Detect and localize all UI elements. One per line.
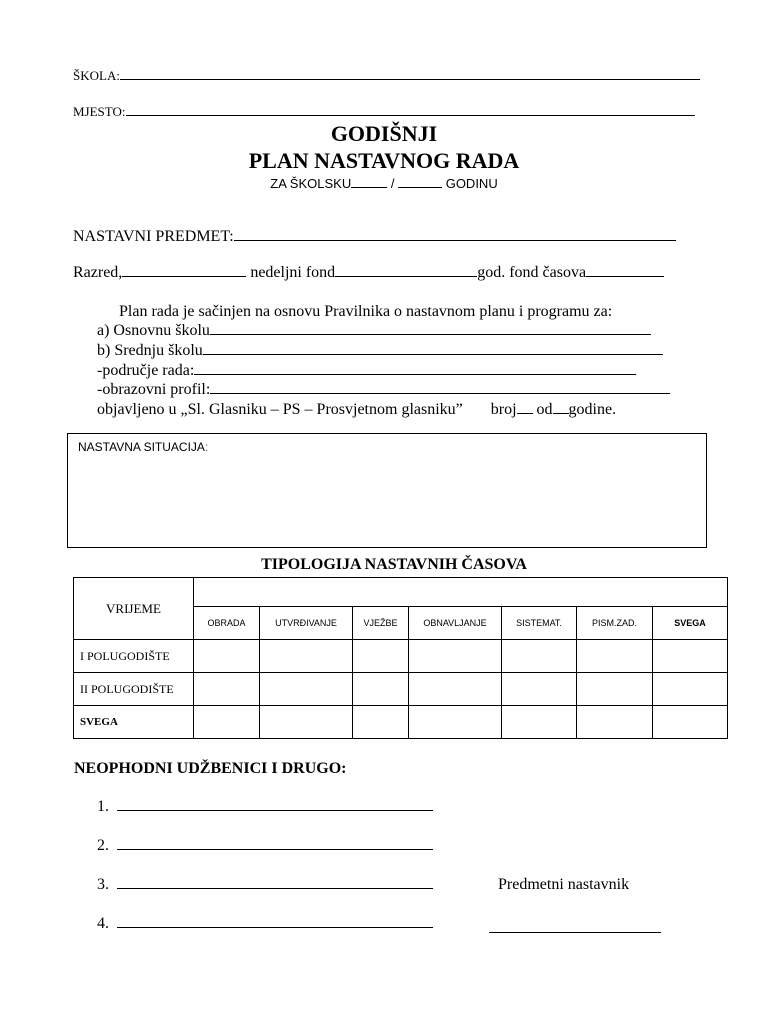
table-cell[interactable] — [653, 640, 728, 673]
area-field: -područje rada: — [97, 362, 636, 380]
table-cell[interactable] — [194, 673, 260, 706]
od-line[interactable] — [553, 413, 569, 414]
books-title: NEOPHODNI UDŽBENICI I DRUGO: — [74, 760, 347, 777]
col-pism-zad: PISM.ZAD. — [577, 607, 653, 640]
row-label: SVEGA — [74, 706, 194, 739]
row-label: I POLUGODIŠTE — [74, 640, 194, 673]
time-header: VRIJEME — [74, 578, 194, 640]
table-cell[interactable] — [577, 640, 653, 673]
col-sistemat: SISTEMAT. — [502, 607, 577, 640]
annual-label: god. fond časova — [477, 264, 587, 281]
plan-intro: Plan rada je sačinjen na osnovu Pravilnika o nastavnom planu i programu za: — [119, 303, 613, 320]
table-cell[interactable] — [353, 673, 409, 706]
book-item: 3. — [97, 876, 433, 894]
teaching-situation-box[interactable] — [67, 433, 707, 548]
signature-label: Predmetni nastavnik — [498, 876, 630, 893]
book-line-2[interactable] — [117, 849, 433, 850]
school-field — [73, 68, 700, 84]
table-cell[interactable] — [409, 706, 502, 739]
page-subtitle: PLAN NASTAVNOG RADA — [248, 148, 520, 173]
table-cell[interactable] — [260, 706, 353, 739]
table-row — [74, 673, 728, 706]
place-label: MJESTO: — [73, 104, 126, 119]
table-cell[interactable] — [577, 706, 653, 739]
table-cell[interactable] — [409, 640, 502, 673]
col-utvrdivanje: UTVRĐIVANJE — [260, 607, 353, 640]
year-end-line[interactable] — [398, 187, 442, 188]
secondary-school-line[interactable] — [203, 354, 663, 355]
grade-line[interactable] — [122, 276, 246, 277]
area-line[interactable] — [194, 374, 636, 375]
table-cell[interactable] — [577, 673, 653, 706]
table-cell[interactable] — [502, 673, 577, 706]
typology-title: TIPOLOGIJA NASTAVNIH ČASOVA — [261, 556, 527, 573]
teaching-situation-label: NASTAVNA SITUACIJA: — [78, 440, 209, 454]
grade-field — [73, 264, 664, 282]
table-row — [74, 706, 728, 739]
table-cell[interactable] — [194, 640, 260, 673]
table-cell[interactable] — [502, 640, 577, 673]
table-cell[interactable] — [502, 706, 577, 739]
subject-label: NASTAVNI PREDMET: — [73, 228, 234, 245]
table-cell[interactable] — [260, 673, 353, 706]
col-obnavljanje: OBNAVLJANJE — [409, 607, 502, 640]
school-label: ŠKOLA: — [73, 68, 120, 83]
table-row — [74, 640, 728, 673]
table-cell[interactable] — [260, 640, 353, 673]
place-field — [73, 104, 695, 120]
primary-school-line[interactable] — [210, 334, 651, 335]
signature-line[interactable] — [489, 932, 661, 933]
table-cell[interactable] — [353, 706, 409, 739]
profile-line[interactable] — [210, 393, 670, 394]
table-cell[interactable] — [653, 706, 728, 739]
col-svega: SVEGA — [653, 607, 728, 640]
col-obrada: OBRADA — [194, 607, 260, 640]
weekly-line[interactable] — [335, 276, 477, 277]
school-year-line: ZA ŠKOLSKU / GODINU — [270, 176, 498, 191]
table-cell[interactable] — [653, 673, 728, 706]
table-cell[interactable] — [353, 640, 409, 673]
book-line-3[interactable] — [117, 888, 433, 889]
weekly-label: nedeljni fond — [250, 264, 336, 281]
annual-line[interactable] — [586, 276, 664, 277]
school-line[interactable] — [120, 79, 700, 80]
grade-label: Razred, — [73, 264, 123, 281]
table-cell[interactable] — [409, 673, 502, 706]
published-line: objavljeno u „Sl. Glasniku – PS – Prosvjetnom glasniku” broj od godine. — [97, 401, 617, 418]
header-blank — [194, 578, 728, 607]
book-line-1[interactable] — [117, 810, 433, 811]
book-line-4[interactable] — [117, 927, 433, 928]
book-item: 1. — [97, 798, 433, 816]
year-start-line[interactable] — [351, 187, 387, 188]
subject-line[interactable] — [234, 240, 676, 241]
place-line[interactable] — [126, 115, 695, 116]
profile-field: -obrazovni profil: — [97, 381, 670, 399]
row-label: II POLUGODIŠTE — [74, 673, 194, 706]
subject-field — [73, 228, 676, 246]
book-item: 4. — [97, 915, 433, 933]
secondary-school-field: b) Srednju školu — [97, 342, 663, 360]
primary-school-field: a) Osnovnu školu — [97, 322, 651, 340]
page-title: GODIŠNJI — [330, 121, 438, 146]
table-cell[interactable] — [194, 706, 260, 739]
col-vjezbe: VJEŽBE — [353, 607, 409, 640]
book-item: 2. — [97, 837, 433, 855]
typology-table — [73, 577, 728, 739]
broj-line[interactable] — [517, 413, 533, 414]
